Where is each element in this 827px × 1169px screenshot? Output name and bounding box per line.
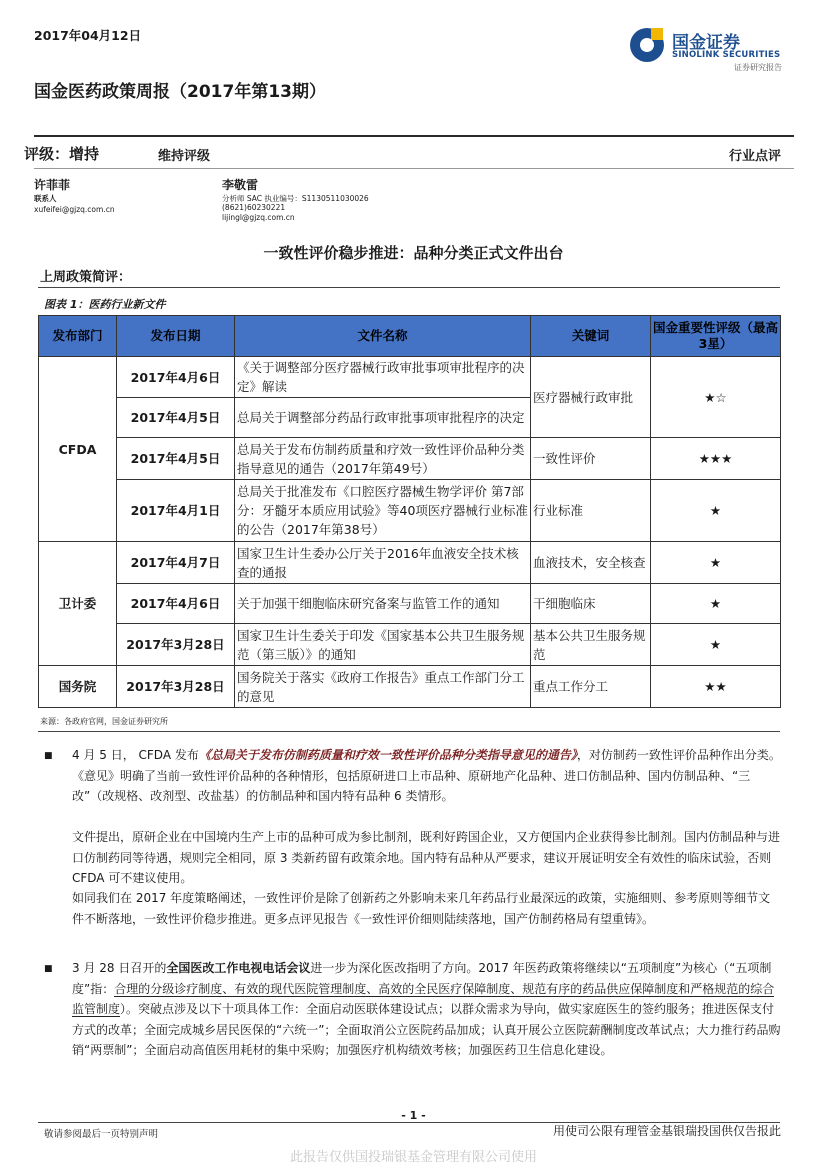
rating-label: 评级：增持 — [24, 145, 100, 163]
keyword-cell: 医疗器械行政审批 — [531, 357, 651, 438]
stars-cell: ★ — [651, 624, 781, 666]
divider — [38, 287, 780, 288]
divider — [34, 168, 794, 169]
watermark: 此报告仅供国投瑞银基金管理有限公司使用 — [289, 1150, 537, 1165]
bullet-square-icon: ■ — [44, 964, 53, 974]
stars-cell: ★☆ — [651, 357, 781, 438]
divider — [34, 135, 794, 137]
figure-title: 图表 1：医药行业新文件 — [44, 298, 166, 311]
divider — [38, 731, 780, 732]
date-cell: 2017年4月1日 — [117, 480, 235, 542]
stars-cell: ★★ — [651, 666, 781, 708]
table-header-row — [39, 316, 781, 357]
text-run: 进一步为深化医改指明了方向。2017 年医药政策将继续以“五项制度”为核心（“五项制度”指： — [72, 961, 772, 996]
date-cell: 2017年4月7日 — [117, 542, 235, 584]
stars-cell: ★★★ — [651, 438, 781, 480]
author-license: 分析师 SAC 执业编号：S1130511030026 — [222, 194, 369, 203]
table-row — [39, 624, 781, 666]
header-cell: 文件名称 — [235, 316, 531, 357]
date-cell: 2017年4月5日 — [117, 438, 235, 480]
logo-mark-icon — [630, 28, 664, 62]
name-cell: 总局关于发布仿制药质量和疗效一致性评价品种分类指导意见的通告（2017年第49号） — [235, 438, 531, 480]
date-cell: 2017年4月6日 — [117, 584, 235, 624]
paragraph-cfda — [72, 745, 782, 807]
highlight-run: 《总局关于发布仿制药质量和疗效一致性评价品种分类指导意见的通告》 — [198, 748, 577, 762]
paragraph-reform — [72, 958, 782, 1061]
table-row — [39, 357, 781, 398]
dept-cell: 卫计委 — [39, 542, 117, 666]
page-number: - 1 - — [401, 1109, 426, 1122]
text-run: ，对仿制药一致性评价品种作出分类。《意见》明确了当前一致性评价品种的各种情形，包括原研进口上市品种、原研地产化品种、进口仿制品种、国内仿制品种、“三改”（改规格、改剂型、改盐基）的仿制品种和国内特有品种 6 类情形。 — [72, 748, 781, 803]
text-run: 3 月 28 日召开的 — [72, 961, 167, 975]
name-cell: 国家卫生计生委关于印发《国家基本公共卫生服务规范（第三版）》的通知 — [235, 624, 531, 666]
name-cell: 总局关于批准发布《口腔医疗器械生物学评价 第7部分：牙髓牙本质应用试验》等40项医疗器械行业标准的公告（2017年第38号） — [235, 480, 531, 542]
name-cell: 《关于调整部分医疗器械行政审批事项审批程序的决定》解读 — [235, 357, 531, 398]
footer-right: 用使司公限有理管金基银瑞投国供仅告报此 — [552, 1124, 781, 1138]
name-cell: 总局关于调整部分药品行政审批事项审批程序的决定 — [235, 398, 531, 438]
table-row — [39, 542, 781, 584]
table-source: 来源：各政府官网，国金证券研究所 — [40, 717, 168, 726]
text-run: ）。突破点涉及以下十项具体工作：全面启动医联体建设试点；以群众需求为导向，做实家庭医生的签约服务；推进医保支付方式的改革；全面完成城乡居民医保的“六统一”；全面取消公立医院药品加成；认真开展公立医院薪酬制度改革试点；大力推行药品购销“两票制”；全面启动高值医用耗材的集中采购；加强医疗机构绩效考核；加强医药卫生信息化建设。 — [72, 1002, 781, 1057]
stars-cell: ★ — [651, 480, 781, 542]
dept-cell: 国务院 — [39, 666, 117, 708]
date-cell: 2017年3月28日 — [117, 624, 235, 666]
text-run: 4 月 5 日， CFDA 发布 — [72, 748, 199, 762]
header-cell: 国金重要性评级（最高3星） — [651, 316, 781, 357]
author-phone: (8621)60230221 — [222, 203, 286, 212]
date-cell: 2017年3月28日 — [117, 666, 235, 708]
policy-table — [38, 315, 781, 708]
author-role: 联系人 — [34, 194, 57, 203]
report-date: 2017年04月12日 — [34, 28, 142, 43]
logo-sub: 证券研究报告 — [734, 63, 782, 72]
table-row — [39, 666, 781, 708]
bullet-square-icon: ■ — [44, 751, 53, 761]
keyword-cell: 重点工作分工 — [531, 666, 651, 708]
dept-cell: CFDA — [39, 357, 117, 542]
keyword-cell: 行业标准 — [531, 480, 651, 542]
keyword-cell: 基本公共卫生服务规范 — [531, 624, 651, 666]
paragraph-cfda-3: 如同我们在 2017 年度策略阐述，一致性评价是除了创新药之外影响未来几年药品行业最深远的政策，实施细则、参考原则等细节文件不断落地，一致性评价稳步推进。更多点评见报告《一致性评价细则陆续落地，国产仿制药格局有望重铸》。 — [72, 891, 771, 926]
keyword-cell: 一致性评价 — [531, 438, 651, 480]
author-email: lijingl@gjzq.com.cn — [222, 213, 295, 222]
keep-rating: 维持评级 — [158, 149, 211, 164]
table-row — [39, 584, 781, 624]
headline: 一致性评价稳步推进：品种分类正式文件出台 — [263, 244, 564, 262]
name-cell: 国务院关于落实《政府工作报告》重点工作部门分工的意见 — [235, 666, 531, 708]
name-cell: 关于加强干细胞临床研究备案与监管工作的通知 — [235, 584, 531, 624]
bold-run: 全国医改工作电视电话会议 — [166, 961, 311, 975]
report-category: 行业点评 — [728, 149, 781, 164]
header-cell: 发布部门 — [39, 316, 117, 357]
author-name: 李敬雷 — [222, 178, 259, 192]
stars-cell: ★ — [651, 542, 781, 584]
logo-cn: 国金证券 — [672, 33, 740, 53]
keyword-cell: 血液技术，安全核查 — [531, 542, 651, 584]
logo-en: SINOLINK SECURITIES — [672, 50, 781, 60]
underline-run: 合理的分级诊疗制度、有效的现代医院管理制度、高效的全民医疗保障制度、规范有序的药品供应保障制度和严格规范的综合监管制度 — [72, 981, 775, 1016]
date-cell: 2017年4月6日 — [117, 357, 235, 398]
author-name: 许菲菲 — [34, 178, 71, 192]
header-cell: 发布日期 — [117, 316, 235, 357]
table-row — [39, 480, 781, 542]
header-cell: 关键词 — [531, 316, 651, 357]
paragraph-cfda-2: 文件提出，原研企业在中国境内生产上市的品种可成为参比制剂，既利好跨国企业，又方便国内企业获得参比制剂。国内仿制品种与进口仿制药同等待遇，规则完全相同，原 3 类新药留有政策余地。国内特有品种从严要求，建议开展证明安全有效性的临床试验，否则 CFDA 可不建议使用。 — [72, 830, 781, 885]
company-logo — [630, 26, 790, 76]
stars-cell: ★ — [651, 584, 781, 624]
table-row — [39, 438, 781, 480]
date-cell: 2017年4月5日 — [117, 398, 235, 438]
report-title: 国金医药政策周报（2017年第13期） — [34, 82, 326, 102]
author-email: xufeifei@gjzq.com.cn — [34, 205, 115, 214]
section-title: 上周政策简评： — [40, 270, 132, 285]
keyword-cell: 干细胞临床 — [531, 584, 651, 624]
footer-disclaimer: 敬请参阅最后一页特别声明 — [44, 1129, 159, 1140]
name-cell: 国家卫生计生委办公厅关于2016年血液安全技术核查的通报 — [235, 542, 531, 584]
